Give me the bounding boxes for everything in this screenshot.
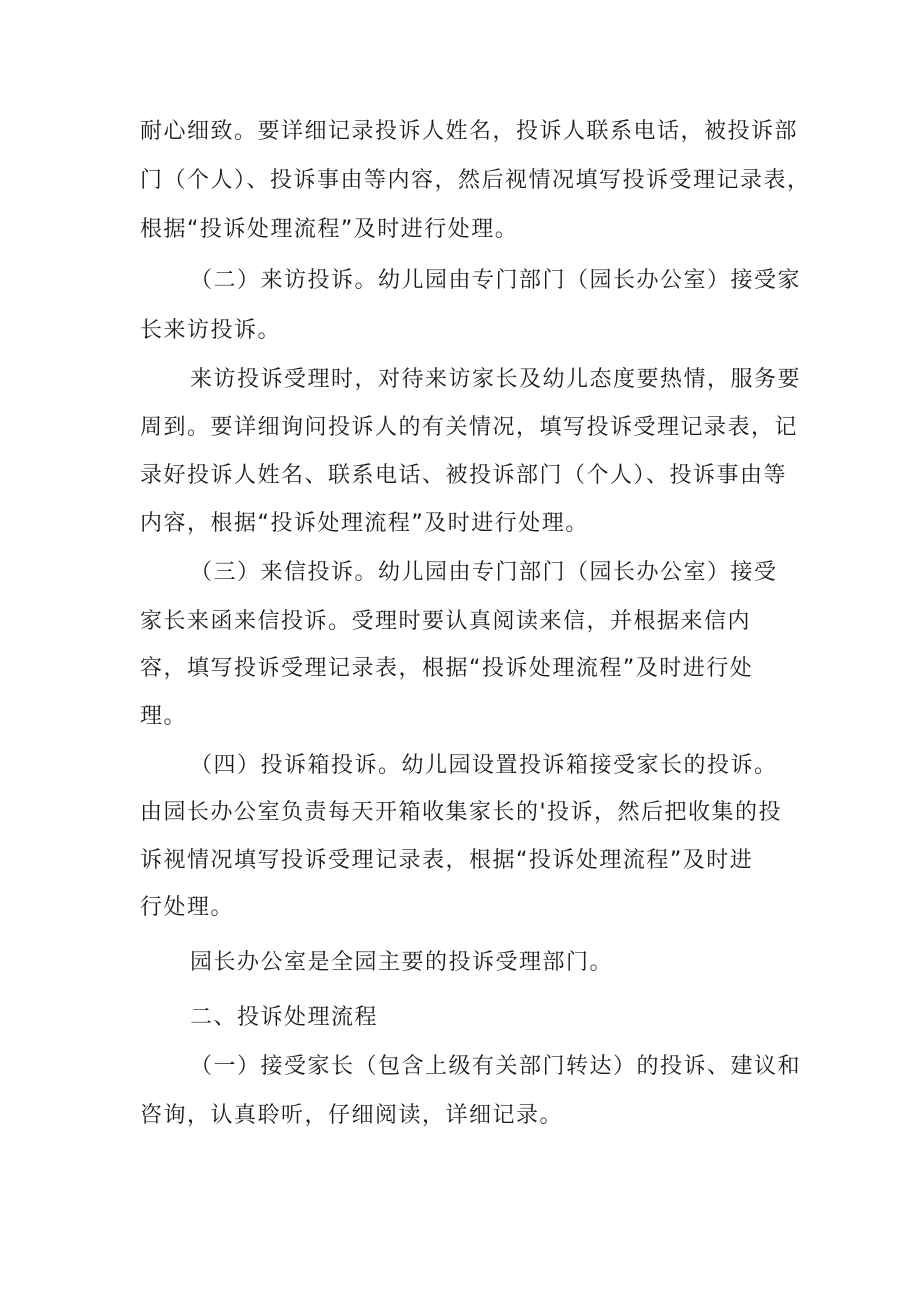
text-line: （二）来访投诉。幼儿园由专门部门（园长办公室）接受家 [190, 268, 802, 293]
section-heading: 二、投诉处理流程 [190, 1005, 379, 1030]
text-line: （三）来信投诉。幼儿园由专门部门（园长办公室）接受 [190, 560, 778, 585]
text-line: 咨询，认真聆听，仔细阅读，详细记录。 [140, 1103, 564, 1128]
text-line: 门（个人）、投诉事由等内容，然后视情况填写投诉受理记录表， [140, 168, 811, 193]
text-line: 由园长办公室负责每天开箱收集家长的'投诉，然后把收集的投 [140, 800, 783, 825]
text-line: 内容，根据“投诉处理流程”及时进行处理。 [140, 511, 589, 536]
text-line: 园长办公室是全园主要的投诉受理部门。 [190, 950, 614, 975]
text-line: 根据“投诉处理流程”及时进行处理。 [140, 217, 519, 242]
text-line: 容，填写投诉受理记录表，根据“投诉处理流程”及时进行处 [140, 656, 754, 681]
text-line: 诉视情况填写投诉受理记录表，根据“投诉处理流程”及时进 [140, 848, 754, 873]
text-line: （四）投诉箱投诉。幼儿园设置投诉箱接受家长的投诉。 [190, 753, 778, 778]
text-line: 家长来函来信投诉。受理时要认真阅读来信，并根据来信内 [140, 609, 752, 634]
text-line: 长来访投诉。 [140, 318, 282, 343]
text-line: （一）接受家长（包含上级有关部门转达）的投诉、建议和 [190, 1054, 802, 1079]
text-line: 来访投诉受理时，对待来访家长及幼儿态度要热情，服务要 [190, 367, 802, 392]
text-line: 理。 [140, 704, 188, 729]
text-line: 录好投诉人姓名、联系电话、被投诉部门（个人）、投诉事由等 [140, 463, 788, 488]
text-line: 周到。要详细询问投诉人的有关情况，填写投诉受理记录表，记 [140, 415, 799, 440]
text-line: 行处理。 [140, 895, 235, 920]
text-line: 耐心细致。要详细记录投诉人姓名，投诉人联系电话，被投诉部 [140, 119, 799, 144]
